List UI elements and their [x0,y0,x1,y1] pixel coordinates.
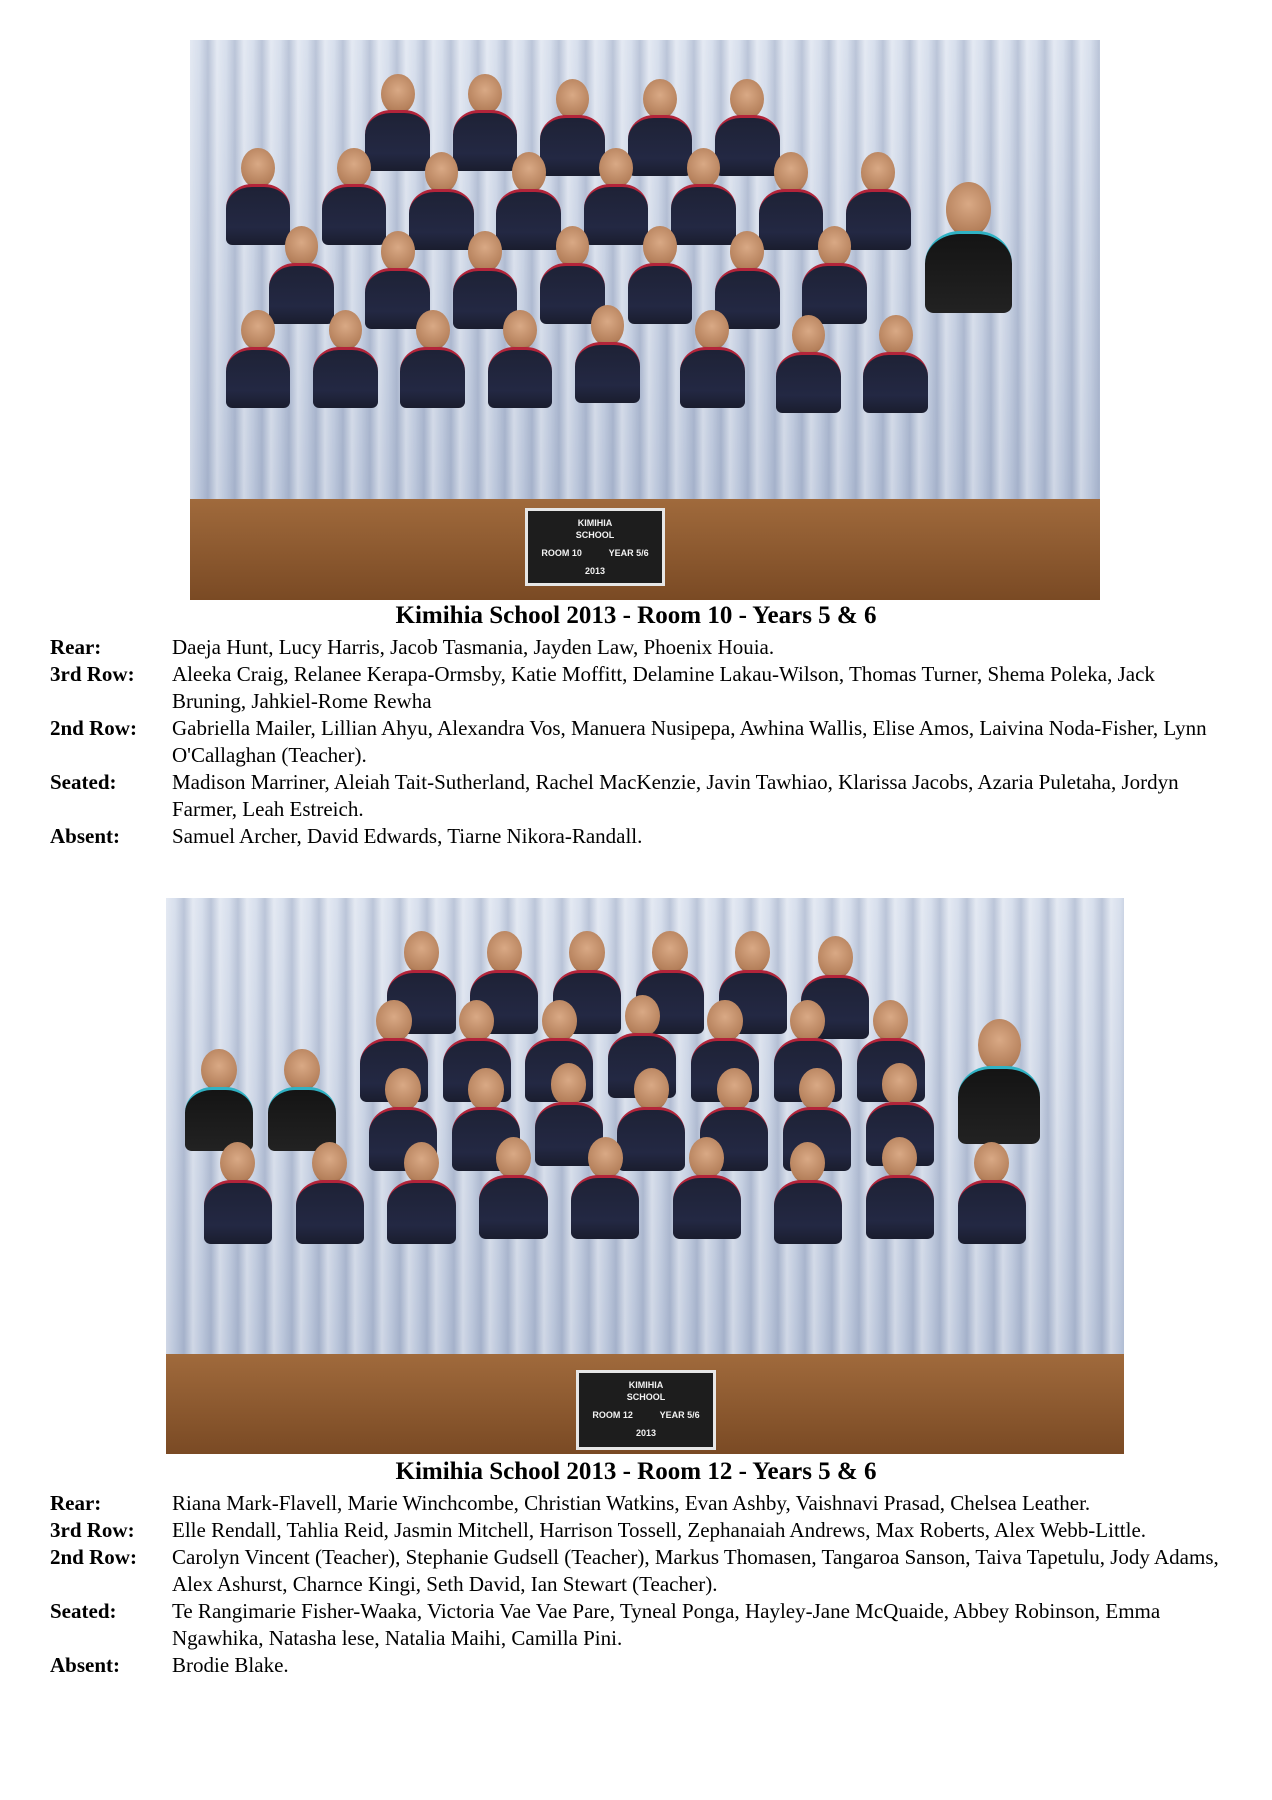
board-year: YEAR 5/6 [608,548,649,559]
name-board [525,508,665,586]
row-label: Absent: [50,1653,121,1677]
row-label: Seated: [50,770,117,794]
name-row [50,769,1230,823]
row-label: Absent: [50,824,121,848]
row-label: 3rd Row: [50,1518,135,1542]
row-label: Rear: [50,635,102,659]
name-row [50,1490,1230,1517]
students-group [208,74,1082,567]
row-label: 2nd Row: [50,1545,137,1569]
name-row [50,1598,1230,1652]
class-photo-room-10 [190,40,1100,600]
row-names: Te Rangimarie Fisher-Waaka, Victoria Vae Vae Pare, Tyneal Ponga, Hayley-Jane McQuaide, Abbey Robinson, Emma Ngawhika, Natasha lese, Natalia Maihi, Camilla Pini. [172,1599,1161,1650]
row-label: Rear: [50,1491,102,1515]
board-school-line2: SCHOOL [575,530,615,541]
board-room: ROOM 12 [592,1410,633,1421]
board-school-line1: KIMIHIA [577,518,613,528]
row-names: Gabriella Mailer, Lillian Ahyu, Alexandra Vos, Manuera Nusipepa, Awhina Wallis, Elise Amos, Laivina Noda-Fisher, Lynn O'Callaghan (Teacher). [172,716,1207,767]
name-row [50,715,1230,769]
name-board [576,1370,716,1450]
row-names: Aleeka Craig, Relanee Kerapa-Ormsby, Katie Moffitt, Delamine Lakau-Wilson, Thomas Turner, Shema Poleka, Jack Bruning, Jahkiel-Rome Rewha [172,662,1155,713]
board-room: ROOM 10 [541,548,582,559]
row-names: Riana Mark-Flavell, Marie Winchcombe, Christian Watkins, Evan Ashby, Vaishnavi Prasad, Chelsea Leather. [172,1491,1091,1515]
row-names: Madison Marriner, Aleiah Tait-Sutherland, Rachel MacKenzie, Javin Tawhiao, Klarissa Jacobs, Azaria Puletaha, Jordyn Farmer, Leah Estreich. [172,770,1179,821]
photo-1-names [50,634,1230,850]
board-date: 2013 [584,566,606,577]
row-names: Elle Rendall, Tahlia Reid, Jasmin Mitchell, Harrison Tossell, Zephanaiah Andrews, Max Roberts, Alex Webb-Little. [172,1518,1147,1542]
photo-1-title: Kimihia School 2013 - Room 10 - Years 5 & 6 [395,602,877,629]
name-row [50,1652,1230,1679]
students-group [185,931,1105,1420]
row-label: Seated: [50,1599,117,1623]
name-row [50,661,1230,715]
board-school-line1: KIMIHIA [628,1380,664,1390]
board-school-line2: SCHOOL [626,1392,666,1403]
row-names: Daeja Hunt, Lucy Harris, Jacob Tasmania, Jayden Law, Phoenix Houia. [172,635,775,659]
row-names: Samuel Archer, David Edwards, Tiarne Nikora-Randall. [172,824,643,848]
photo-2-names [50,1490,1230,1679]
name-row [50,1544,1230,1598]
row-label: 2nd Row: [50,716,137,740]
row-names: Brodie Blake. [172,1653,289,1677]
row-names: Carolyn Vincent (Teacher), Stephanie Gudsell (Teacher), Markus Thomasen, Tangaroa Sanson, Taiva Tapetulu, Jody Adams, Alex Ashurst, Charnce Kingi, Seth David, Ian Stewart (Teacher). [172,1545,1219,1596]
name-row [50,823,1230,850]
name-row [50,1517,1230,1544]
photo-2-title: Kimihia School 2013 - Room 12 - Years 5 & 6 [395,1458,877,1485]
name-row [50,634,1230,661]
board-year: YEAR 5/6 [659,1410,700,1421]
class-photo-room-12 [166,898,1124,1454]
row-label: 3rd Row: [50,662,135,686]
board-date: 2013 [635,1428,657,1439]
